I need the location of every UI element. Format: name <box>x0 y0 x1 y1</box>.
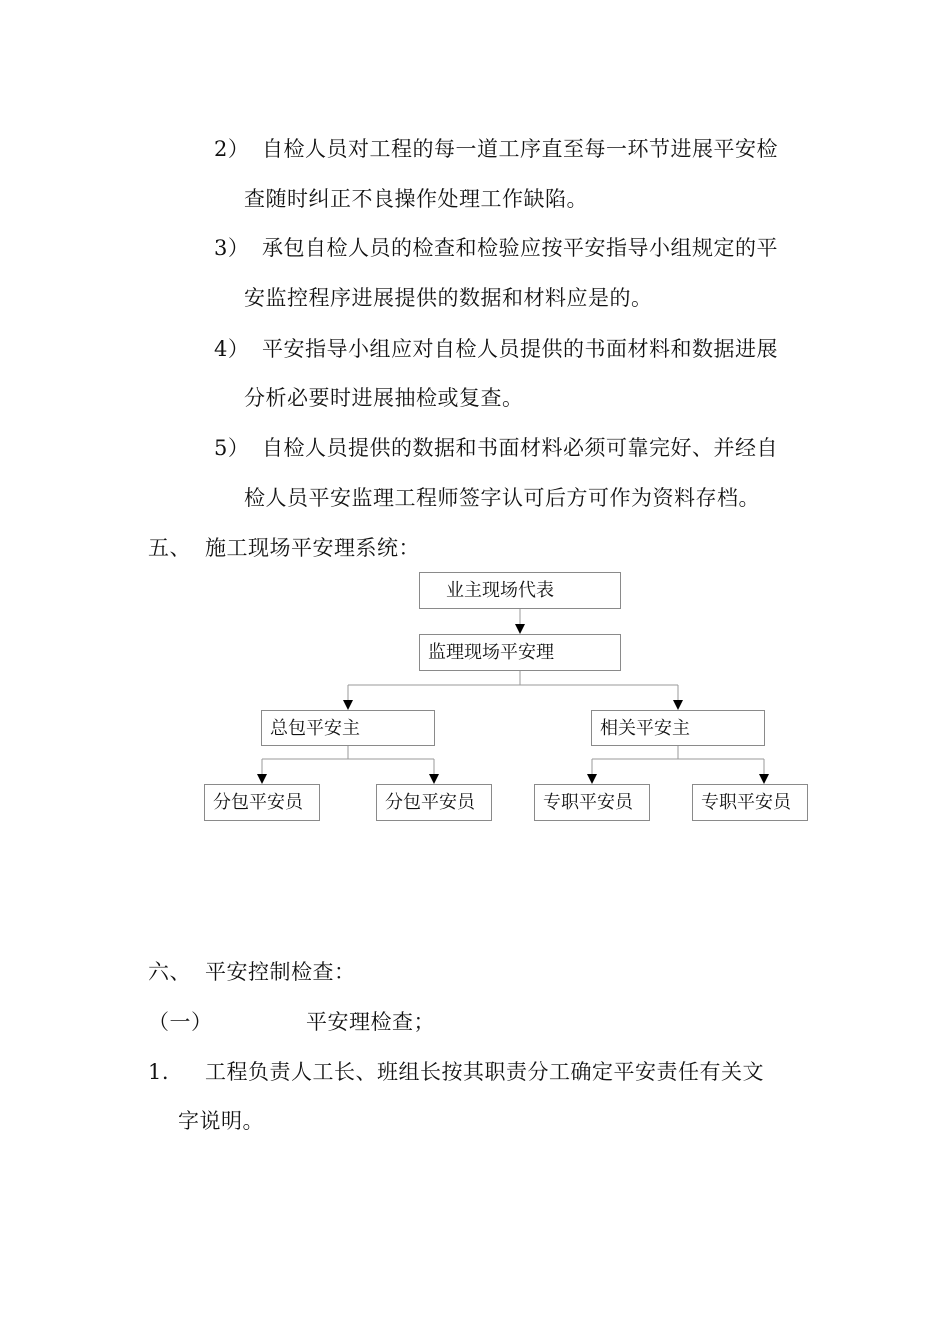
item-text: 平安指导小组应对自检人员提供的书面材料和数据进展 <box>262 337 778 361</box>
arrow-icon <box>673 700 683 710</box>
arrow-icon <box>257 774 267 784</box>
subsection-title: 平安理检查； <box>306 1010 435 1034</box>
item-number: 5） <box>214 436 250 460</box>
item-text: 承包自检人员的检查和检验应按平安指导小组规定的平 <box>262 236 778 260</box>
item-3-line2: 安监控程序进展提供的数据和材料应是的。 <box>244 286 653 310</box>
item-number: 4） <box>214 337 250 361</box>
org-node-level3-right: 相关平安主 <box>591 710 765 746</box>
arrow-icon <box>515 624 525 634</box>
item-2-line2: 查随时纠正不良操作处理工作缺陷。 <box>244 187 588 211</box>
org-node-leaf-2: 分包平安员 <box>376 784 492 821</box>
subsection-number: （一） <box>148 1010 213 1034</box>
subsection-heading <box>148 1007 435 1037</box>
org-node-leaf-1: 分包平安员 <box>204 784 320 821</box>
item-number: 3） <box>214 236 250 260</box>
org-node-top: 业主现场代表 <box>419 572 621 609</box>
org-node-level2: 监理现场平安理 <box>419 634 621 671</box>
section-title: 平安控制检查： <box>205 960 356 984</box>
section-6-heading <box>148 957 356 987</box>
arrow-icon <box>759 774 769 784</box>
point-number: 1. <box>148 1060 170 1084</box>
org-node-leaf-4: 专职平安员 <box>692 784 808 821</box>
arrow-icon <box>587 774 597 784</box>
point-text: 工程负责人工长、班组长按其职责分工确定平安责任有关文 <box>205 1060 764 1084</box>
arrow-icon <box>429 774 439 784</box>
item-4-line2: 分析必要时进展抽检或复查。 <box>244 386 524 410</box>
section-number: 五、 <box>148 536 191 560</box>
point-1-line2: 字说明。 <box>178 1109 264 1133</box>
item-5-line2: 检人员平安监理工程师签字认可后方可作为资料存档。 <box>244 486 760 510</box>
item-text: 自检人员对工程的每一道工序直至每一环节进展平安检 <box>262 137 778 161</box>
point-1-line1 <box>148 1057 764 1087</box>
section-title: 施工现场平安理系统： <box>205 536 420 560</box>
item-number: 2） <box>214 137 250 161</box>
org-node-leaf-3: 专职平安员 <box>534 784 650 821</box>
section-number: 六、 <box>148 960 191 984</box>
arrow-icon <box>343 700 353 710</box>
org-node-level3-left: 总包平安主 <box>261 710 435 746</box>
item-text: 自检人员提供的数据和书面材料必须可靠完好、并经自 <box>262 436 778 460</box>
